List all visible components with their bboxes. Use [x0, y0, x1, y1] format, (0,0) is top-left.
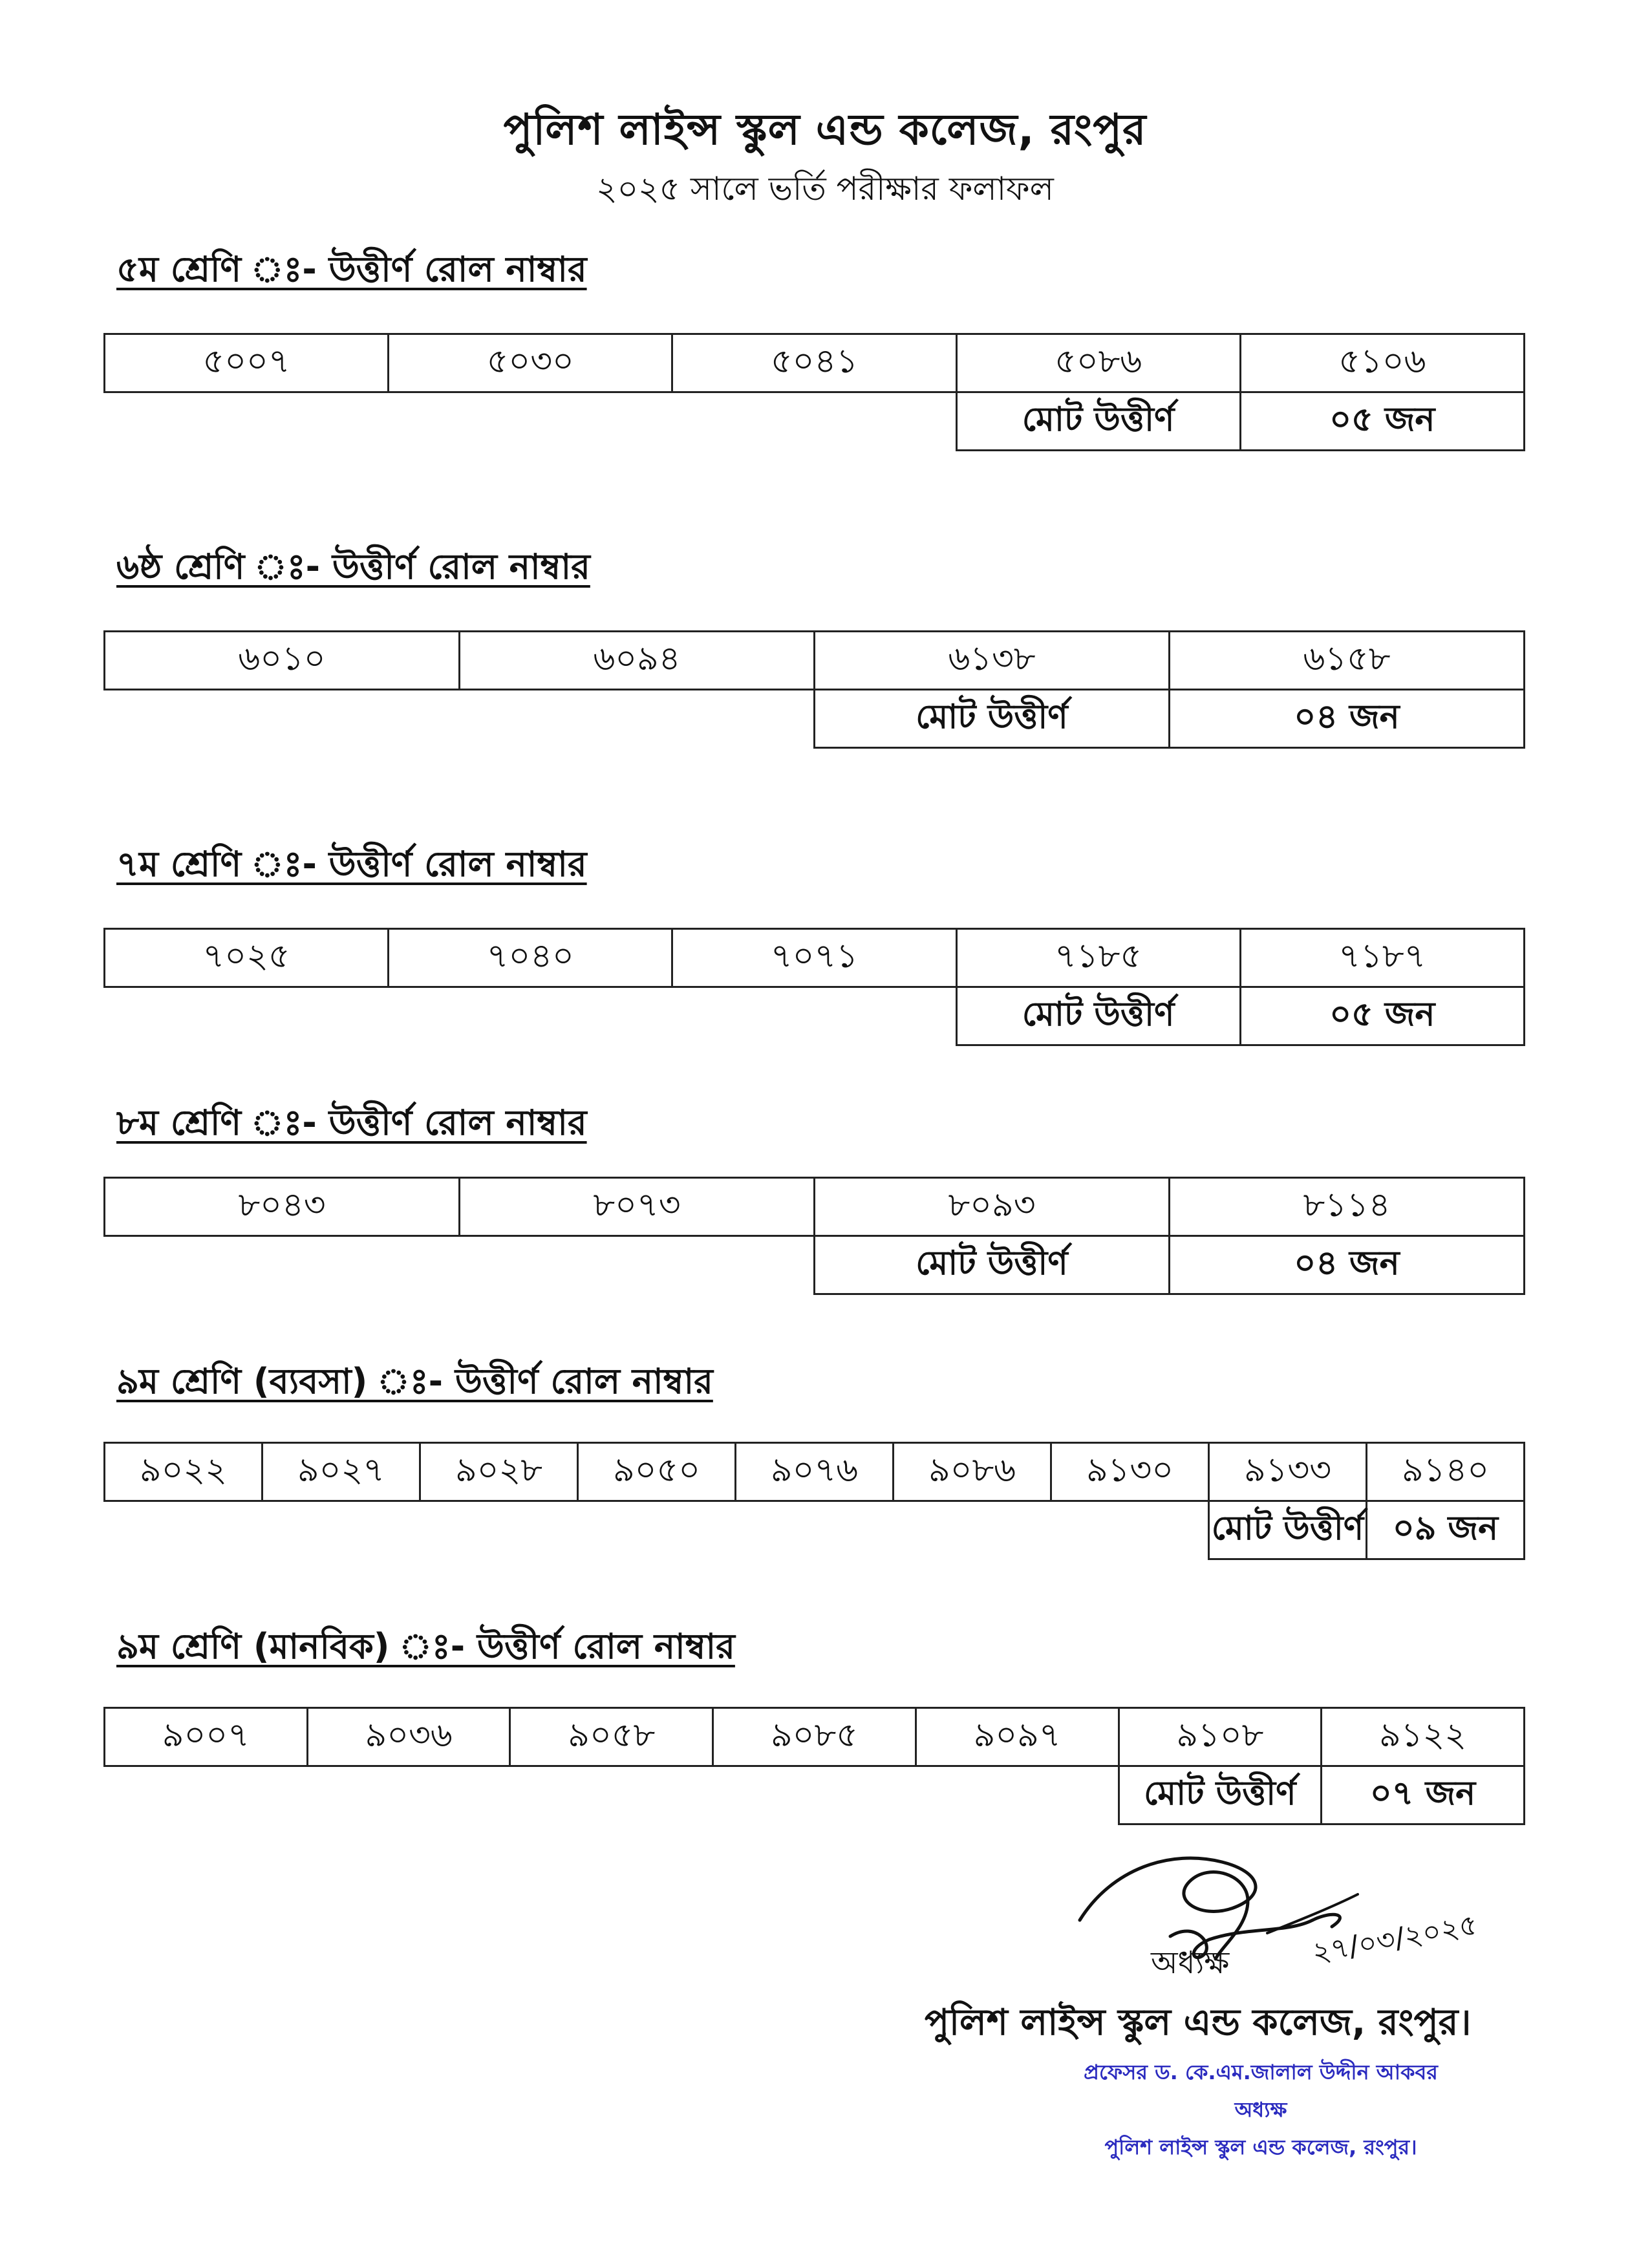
total-row — [105, 690, 1525, 748]
total-passed-label: মোট উত্তীর্ণ — [1119, 1766, 1322, 1824]
roll-number-cell: ৮০৪৩ — [105, 1178, 460, 1236]
total-passed-value: ০৫ জন — [1240, 987, 1524, 1045]
total-row — [105, 1501, 1525, 1559]
roll-number-cell: ৯০২২ — [105, 1443, 262, 1501]
roll-number-cell: ৭১৮৫ — [956, 929, 1240, 987]
roll-number-cell: ৯১৩৩ — [1209, 1443, 1367, 1501]
roll-table — [103, 1442, 1525, 1560]
empty-cell — [105, 1236, 815, 1294]
roll-number-cell: ৯১০৮ — [1119, 1708, 1322, 1766]
total-row — [105, 1766, 1525, 1824]
total-passed-label: মোট উত্তীর্ণ — [956, 392, 1240, 451]
roll-row — [105, 1443, 1525, 1501]
empty-cell — [105, 1766, 1119, 1824]
signature-designation: অধ্যক্ষ — [1151, 1945, 1230, 1981]
roll-row — [105, 929, 1525, 987]
roll-row — [105, 632, 1525, 690]
roll-number-cell: ৯০০৭ — [105, 1708, 308, 1766]
empty-cell — [105, 392, 957, 451]
roll-number-cell: ৯০৮৬ — [894, 1443, 1051, 1501]
roll-number-cell: ৭১৮৭ — [1240, 929, 1524, 987]
signature-institution: পুলিশ লাইন্স স্কুল এন্ড কলেজ, রংপুর। — [925, 2002, 1472, 2044]
stamp-institution: পুলিশ লাইন্স স্কুল এন্ড কলেজ, রংপুর। — [1104, 2135, 1417, 2159]
roll-number-cell: ৯১৩০ — [1051, 1443, 1209, 1501]
empty-cell — [105, 690, 815, 748]
section-heading: ৯ম শ্রেণি (ব্যবসা) ঃ- উত্তীর্ণ রোল নাম্বার — [116, 1361, 713, 1402]
roll-number-cell: ৫০৪১ — [672, 334, 956, 392]
roll-row — [105, 334, 1525, 392]
roll-number-cell: ৯০৫৮ — [510, 1708, 713, 1766]
roll-number-cell: ৯০৯৭ — [916, 1708, 1119, 1766]
total-passed-label: মোট উত্তীর্ণ — [815, 1236, 1170, 1294]
roll-number-cell: ৫০০৭ — [105, 334, 389, 392]
roll-number-cell: ৬১৩৮ — [815, 632, 1170, 690]
total-passed-value: ০৭ জন — [1322, 1766, 1525, 1824]
roll-table — [103, 1707, 1525, 1825]
total-row — [105, 987, 1525, 1045]
roll-number-cell: ৬১৫৮ — [1170, 632, 1525, 690]
total-row — [105, 1236, 1525, 1294]
principal-stamp — [1047, 2056, 1474, 2166]
section-heading: ৬ষ্ঠ শ্রেণি ঃ- উত্তীর্ণ রোল নাম্বার — [116, 546, 590, 587]
roll-number-cell: ৫০৩০ — [389, 334, 672, 392]
roll-number-cell: ৯১৪০ — [1367, 1443, 1525, 1501]
roll-number-cell: ৯০২৭ — [262, 1443, 420, 1501]
section-heading: ৭ম শ্রেণি ঃ- উত্তীর্ণ রোল নাম্বার — [116, 844, 587, 884]
total-passed-label: মোট উত্তীর্ণ — [956, 987, 1240, 1045]
roll-number-cell: ৯০২৮ — [420, 1443, 578, 1501]
stamp-name: প্রফেসর ড. কে.এম.জালাল উদ্দীন আকবর — [1084, 2060, 1438, 2084]
section-heading: ৫ম শ্রেণি ঃ- উত্তীর্ণ রোল নাম্বার — [116, 249, 587, 290]
stamp-designation: অধ্যক্ষ — [1234, 2097, 1287, 2122]
empty-cell — [105, 1501, 1209, 1559]
section-heading: ৮ম শ্রেণি ঃ- উত্তীর্ণ রোল নাম্বার — [116, 1102, 587, 1143]
roll-row — [105, 1178, 1525, 1236]
section-heading: ৯ম শ্রেণি (মানবিক) ঃ- উত্তীর্ণ রোল নাম্বার — [116, 1626, 735, 1667]
roll-number-cell: ৭০৪০ — [389, 929, 672, 987]
roll-table — [103, 928, 1525, 1046]
roll-number-cell: ৬০৯৪ — [460, 632, 815, 690]
roll-table — [103, 1177, 1525, 1295]
roll-number-cell: ৬০১০ — [105, 632, 460, 690]
total-passed-value: ০৯ জন — [1367, 1501, 1525, 1559]
roll-number-cell: ৯১২২ — [1322, 1708, 1525, 1766]
roll-number-cell: ৮০৭৩ — [460, 1178, 815, 1236]
roll-number-cell: ৮১১৪ — [1170, 1178, 1525, 1236]
roll-number-cell: ৯০৭৬ — [736, 1443, 894, 1501]
roll-number-cell: ৫০৮৬ — [956, 334, 1240, 392]
total-passed-label: মোট উত্তীর্ণ — [1209, 1501, 1367, 1559]
total-passed-label: মোট উত্তীর্ণ — [815, 690, 1170, 748]
roll-number-cell: ৭০৭১ — [672, 929, 956, 987]
roll-number-cell: ৫১০৬ — [1240, 334, 1524, 392]
roll-number-cell: ৯০৩৬ — [307, 1708, 510, 1766]
roll-row — [105, 1708, 1525, 1766]
roll-number-cell: ৮০৯৩ — [815, 1178, 1170, 1236]
handwritten-date: ২৭/০৩/২০২৫ — [1309, 1908, 1481, 1970]
page-title: পুলিশ লাইন্স স্কুল এন্ড কলেজ, রংপুর — [503, 105, 1147, 155]
empty-cell — [105, 987, 957, 1045]
total-row — [105, 392, 1525, 451]
total-passed-value: ০৪ জন — [1170, 690, 1525, 748]
roll-number-cell: ৯০৮৫ — [713, 1708, 916, 1766]
total-passed-value: ০৪ জন — [1170, 1236, 1525, 1294]
roll-table — [103, 630, 1525, 749]
page-subtitle: ২০২৫ সালে ভর্তি পরীক্ষার ফলাফল — [596, 170, 1054, 208]
roll-number-cell: ৯০৫০ — [578, 1443, 736, 1501]
total-passed-value: ০৫ জন — [1240, 392, 1524, 451]
roll-table — [103, 333, 1525, 451]
handwritten-signature — [1054, 1823, 1506, 1978]
roll-number-cell: ৭০২৫ — [105, 929, 389, 987]
